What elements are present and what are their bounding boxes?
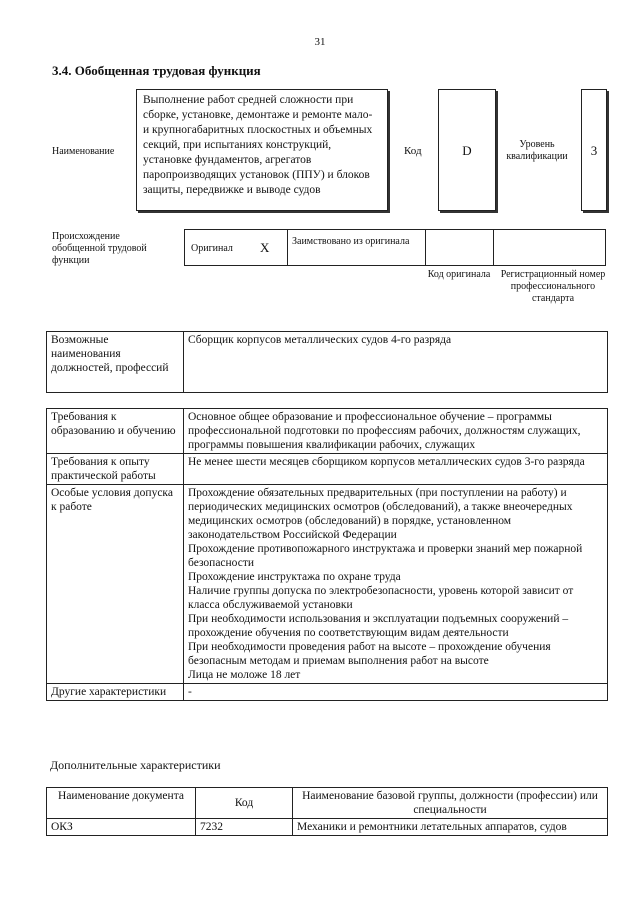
level-value: 3: [590, 143, 598, 158]
level-box: [581, 89, 607, 211]
additional-title: Дополнительные характеристики: [50, 758, 221, 772]
table-row: [47, 819, 608, 836]
divider: [287, 229, 288, 266]
header-cell: Код: [196, 788, 293, 819]
additional-table: [46, 787, 608, 836]
table-cell: Механики и ремонтники летательных аппаратов, судов: [293, 819, 608, 836]
positions-table: [46, 331, 608, 393]
divider: [425, 229, 426, 266]
list-item: Прохождение обязательных предварительных (при поступлении на работу) и периодических медицинских осмотров (обследований), а также внеочередных медицинских осмотров (обследований) в порядке, установленном законодательством Российской Федерации: [188, 487, 573, 541]
origin-label: Происхождение обобщенной трудовой функции: [52, 231, 147, 266]
code-box: [438, 89, 496, 211]
list-item: Наличие группы допуска по электробезопасности, уровень которой зависит от класса обслуживаемой установки: [188, 585, 574, 611]
reg-number-label: Регистрационный номер профессионального стандарта: [500, 269, 606, 304]
table-header-row: [47, 788, 608, 819]
list-item: Прохождение инструктажа по охране труда: [188, 571, 401, 583]
origin-table: [184, 229, 606, 266]
code-original-label: Код оригинала: [427, 269, 491, 280]
table-cell: 7232: [196, 819, 293, 836]
positions-label: Возможные наименования должностей, профессий: [47, 332, 184, 393]
list-item: Прохождение противопожарного инструктажа и проверки знаний мер пожарной безопасности: [188, 543, 583, 569]
original-label: Оригинал: [191, 243, 233, 254]
req-value: Основное общее образование и профессиональное обучение – программы профессиональной подготовки по профессиям рабочих, должностям служащих, программы повышения квалификации рабочих, служащих: [184, 409, 608, 454]
section-title: 3.4. Обобщенная трудовая функция: [52, 63, 261, 78]
list-item: Лица не моложе 18 лет: [188, 669, 301, 681]
level-label: Уровень квалификации: [506, 139, 568, 162]
divider: [493, 229, 494, 266]
function-name-box: [136, 89, 388, 211]
name-label: Наименование: [52, 146, 115, 157]
list-item: При необходимости использования и эксплуатации подъемных сооружений – прохождение обучения по соответствующим видам деятельности: [188, 613, 569, 639]
req-value: Не менее шести месяцев сборщиком корпусов металлических судов 3-го разряда: [184, 454, 608, 485]
code-value: D: [462, 143, 472, 158]
code-label: Код: [404, 145, 422, 157]
function-name-value: Выполнение работ средней сложности при сборке, установке, демонтаже и ремонте мало- и крупногабаритных плоскостных и объемных секций, при испытаниях конструкций, установке фундаментов, агрегатов паропроизводящих установок (ППУ) и блоков защиты, передвижке и выводе судов: [143, 94, 373, 196]
req-value-list: [184, 485, 608, 684]
req-label: Требования к опыту практической работы: [47, 454, 184, 485]
req-label: Особые условия допуска к работе: [47, 485, 184, 684]
borrowed-label: Заимствовано из оригинала: [292, 236, 410, 247]
req-label: Требования к образованию и обучению: [47, 409, 184, 454]
header-cell: Наименование базовой группы, должности (профессии) или специальности: [293, 788, 608, 819]
original-mark: X: [260, 240, 270, 255]
table-row: [47, 409, 608, 454]
requirements-table: [46, 408, 608, 701]
table-cell: ОКЗ: [47, 819, 196, 836]
page-number: 31: [314, 36, 326, 48]
req-value: -: [184, 684, 608, 701]
positions-value: Сборщик корпусов металлических судов 4-го разряда: [184, 332, 608, 393]
table-row: [47, 684, 608, 701]
req-label: Другие характеристики: [47, 684, 184, 701]
table-row: [47, 454, 608, 485]
header-cell: Наименование документа: [47, 788, 196, 819]
table-row: [47, 485, 608, 684]
list-item: При необходимости проведения работ на высоте – прохождение обучения безопасным методам и приемам выполнения работ на высоте: [188, 641, 551, 667]
